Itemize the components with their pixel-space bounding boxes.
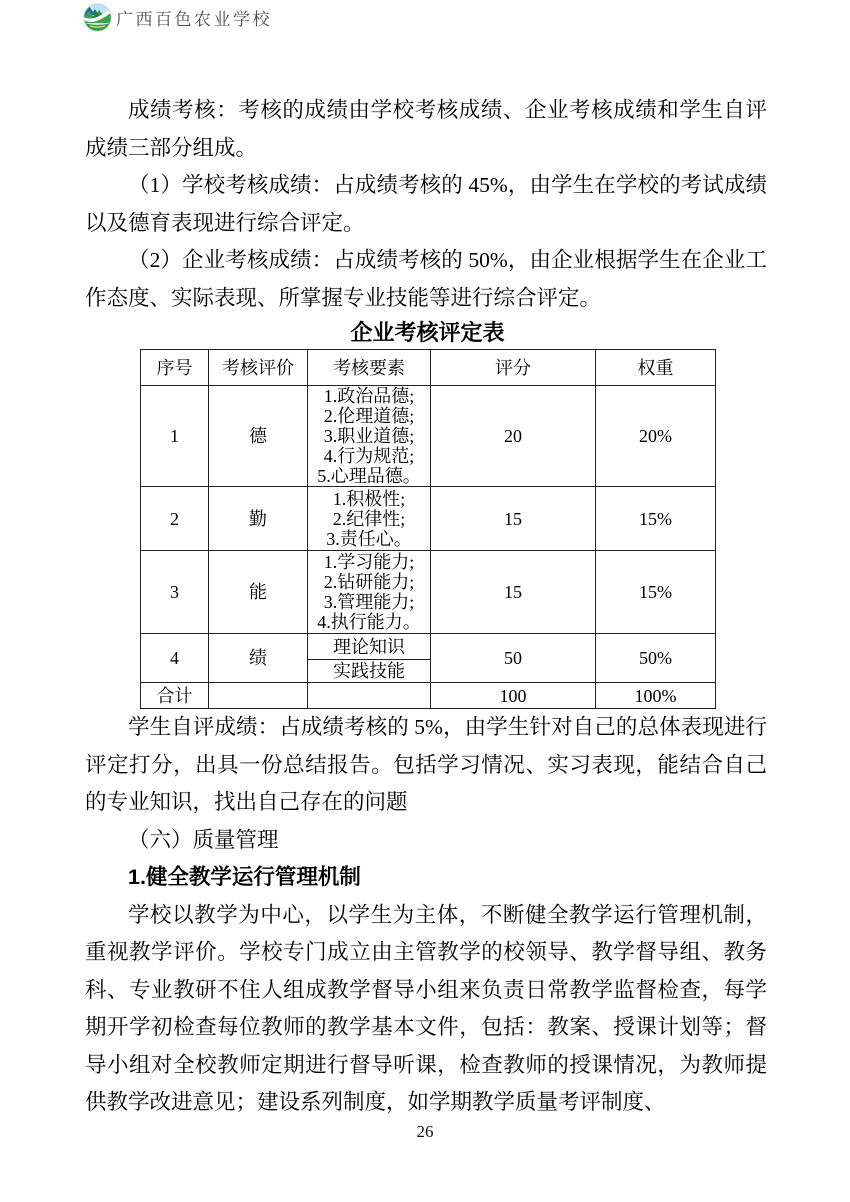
cell-element-practice: 实践技能 [308, 660, 431, 683]
element-item: 3.责任心。 [326, 528, 412, 549]
table-row-de [141, 386, 716, 487]
cell-no: 4 [141, 634, 209, 683]
heading-teaching-mechanism: 1.健全教学运行管理机制 [128, 865, 361, 889]
cell-element-theory: 理论知识 [308, 634, 431, 660]
paragraph-teaching-detail: 学校以教学为中心，以学生为主体，不断健全教学运行管理机制，重视教学评价。学校专门成立由主管教学的校领导、教学督导组、教务科、专业教研不住人组成教学督导小组来负责日常教学监督检查，每学期开学初检查每位教师的教学基本文件，包括：教案、授课计划等；督导小组对全校教师定期进行督导听课，检查教师的授课情况，为教师提供教学改进意见；建设系列制度，如学期教学质量考评制度、 [85, 902, 767, 1114]
school-logo-icon [83, 3, 112, 32]
column-header-elements: 考核要素 [308, 350, 431, 386]
cell-score: 50 [431, 634, 596, 683]
cell-empty [308, 683, 431, 709]
element-item: 1.积极性; [332, 488, 406, 509]
cell-total-weight: 100% [596, 683, 716, 709]
cell-weight: 20% [596, 386, 716, 487]
cell-no: 3 [141, 551, 209, 634]
paragraph-enterprise-score: （2）企业考核成绩：占成绩考核的 50%，由企业根据学生在企业工作态度、实际表现、所掌握专业技能等进行综合评定。 [85, 248, 767, 310]
element-item: 1.学习能力; [323, 552, 415, 572]
table-row-ji [141, 634, 716, 660]
cell-category: 绩 [209, 634, 308, 683]
cell-elements [308, 386, 431, 487]
heading-quality-management: （六）质量管理 [128, 827, 279, 852]
column-header-no: 序号 [141, 350, 209, 386]
element-item: 2.钻研能力; [323, 572, 415, 592]
element-item: 5.心理品德。 [317, 466, 421, 486]
element-item: 4.行为规范; [323, 446, 415, 466]
table-total-row [141, 683, 716, 709]
cell-no: 1 [141, 386, 209, 487]
table-header-row [141, 350, 716, 386]
paragraph-self-evaluation: 学生自评成绩：占成绩考核的 5%，由学生针对自己的总体表现进行评定打分，出具一份总结报告。包括学习情况、实习表现，能结合自己的专业知识，找出自己存在的问题 [85, 715, 767, 814]
element-item: 4.执行能力。 [317, 612, 421, 632]
cell-category: 德 [209, 386, 308, 487]
cell-score: 20 [431, 386, 596, 487]
cell-total-label: 合计 [141, 683, 209, 709]
cell-total-score: 100 [431, 683, 596, 709]
table-row-qin [141, 487, 716, 551]
cell-weight: 15% [596, 551, 716, 634]
column-header-category: 考核评价 [209, 350, 308, 386]
element-item: 1.政治品德; [323, 386, 415, 406]
paragraph-score-overview: 成绩考核：考核的成绩由学校考核成绩、企业考核成绩和学生自评成绩三部分组成。 [85, 98, 767, 160]
element-item: 3.职业道德; [323, 426, 415, 446]
page-number: 26 [416, 1122, 434, 1141]
cell-category: 能 [209, 551, 308, 634]
cell-elements [308, 551, 431, 634]
page-header [83, 3, 272, 32]
cell-score: 15 [431, 487, 596, 551]
cell-weight: 50% [596, 634, 716, 683]
cell-weight: 15% [596, 487, 716, 551]
document-content [85, 92, 767, 1122]
element-item: 2.伦理道德; [323, 406, 415, 426]
school-name: 广西百色农业学校 [116, 10, 272, 29]
column-header-weight: 权重 [596, 350, 716, 386]
cell-no: 2 [141, 487, 209, 551]
cell-empty [209, 683, 308, 709]
element-item: 3.管理能力; [323, 592, 415, 612]
element-item: 2.纪律性; [332, 508, 406, 529]
cell-elements [308, 487, 431, 551]
column-header-score: 评分 [431, 350, 596, 386]
cell-category: 勤 [209, 487, 308, 551]
table-row-neng [141, 551, 716, 634]
paragraph-school-score: （1）学校考核成绩：占成绩考核的 45%，由学生在学校的考试成绩以及德育表现进行综合评定。 [85, 173, 767, 235]
cell-score: 15 [431, 551, 596, 634]
enterprise-assessment-table [140, 349, 716, 709]
table-title: 企业考核评定表 [350, 320, 505, 345]
